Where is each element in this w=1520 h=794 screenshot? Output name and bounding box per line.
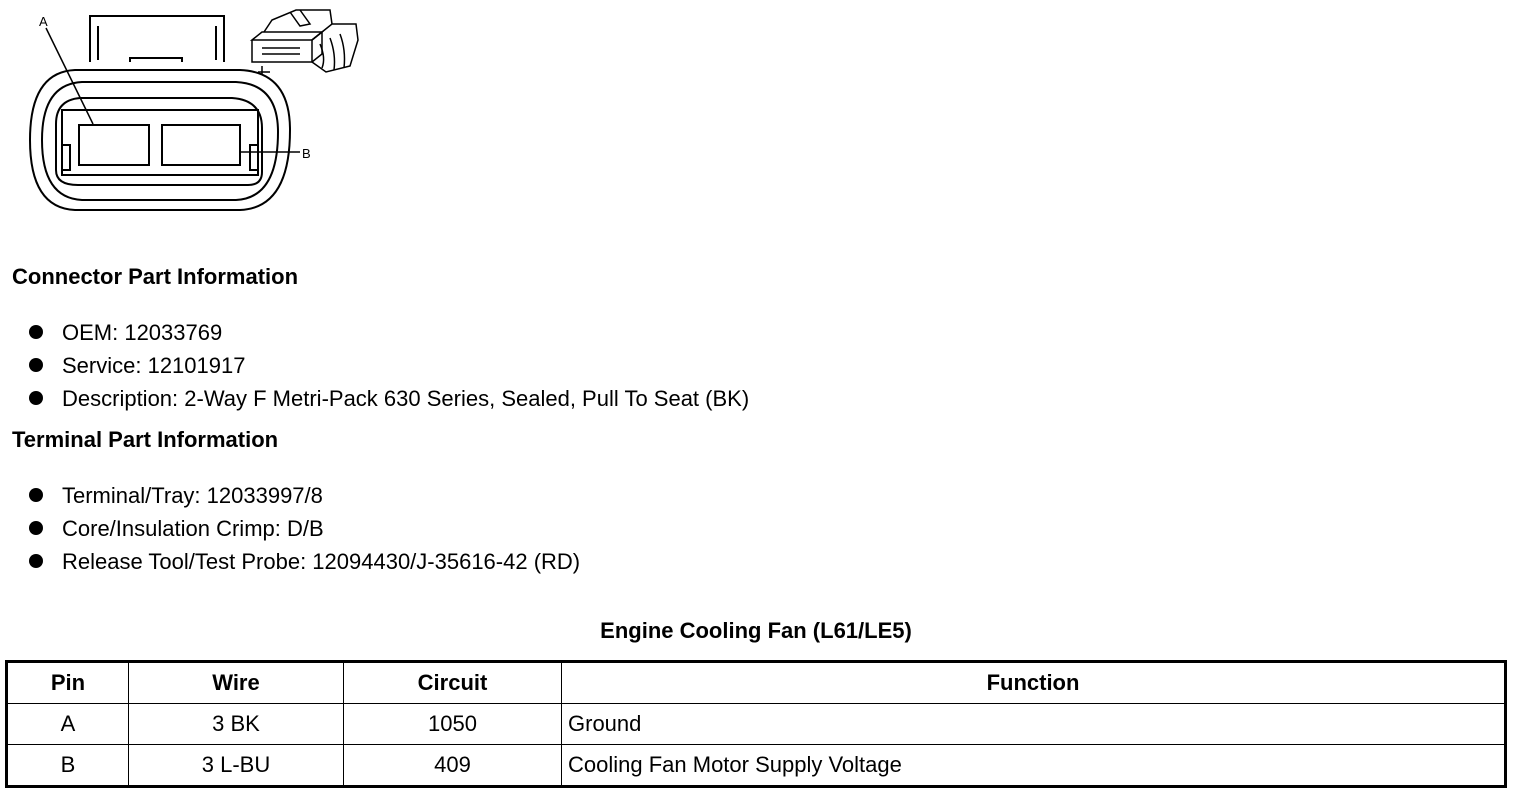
column-header-wire: Wire bbox=[129, 662, 344, 704]
pin-b-label: B bbox=[302, 146, 311, 161]
bullet-dot-icon bbox=[29, 554, 43, 568]
cell-wire: 3 BK bbox=[129, 704, 344, 745]
list-item bbox=[26, 316, 749, 349]
list-item-text: Core/Insulation Crimp: D/B bbox=[62, 516, 324, 541]
connector-diagram bbox=[0, 0, 380, 220]
bullet-dot-icon bbox=[29, 325, 43, 339]
list-item-text: Terminal/Tray: 12033997/8 bbox=[62, 483, 323, 508]
column-header-circuit: Circuit bbox=[344, 662, 562, 704]
table-header-row bbox=[7, 662, 1506, 704]
bullet-dot-icon bbox=[29, 488, 43, 502]
cell-circuit: 1050 bbox=[344, 704, 562, 745]
list-item bbox=[26, 545, 580, 578]
list-item bbox=[26, 479, 580, 512]
table-row bbox=[7, 704, 1506, 745]
bullet-dot-icon bbox=[29, 358, 43, 372]
terminal-part-info-list bbox=[26, 479, 580, 578]
table-row bbox=[7, 745, 1506, 787]
bullet-dot-icon bbox=[29, 391, 43, 405]
cell-function: Cooling Fan Motor Supply Voltage bbox=[562, 745, 1506, 787]
terminal-part-info-heading: Terminal Part Information bbox=[12, 427, 279, 452]
bullet-dot-icon bbox=[29, 521, 43, 535]
list-item-text: Release Tool/Test Probe: 12094430/J-35616-42 (RD) bbox=[62, 549, 581, 574]
list-item-text: Service: 12101917 bbox=[62, 353, 246, 378]
cell-circuit: 409 bbox=[344, 745, 562, 787]
list-item bbox=[26, 349, 749, 382]
list-item bbox=[26, 382, 749, 415]
connector-part-info-heading: Connector Part Information bbox=[12, 264, 299, 289]
pinout-table bbox=[5, 660, 1507, 788]
connector-part-info-list bbox=[26, 316, 749, 415]
connector-perspective-sketch bbox=[252, 10, 358, 74]
pin-a-label: A bbox=[39, 14, 48, 29]
column-header-pin: Pin bbox=[7, 662, 129, 704]
cell-pin: B bbox=[7, 745, 129, 787]
column-header-function: Function bbox=[562, 662, 1506, 704]
cell-function: Ground bbox=[562, 704, 1506, 745]
cell-wire: 3 L-BU bbox=[129, 745, 344, 787]
list-item-text: OEM: 12033769 bbox=[62, 320, 223, 345]
cell-pin: A bbox=[7, 704, 129, 745]
table-title: Engine Cooling Fan (L61/LE5) bbox=[600, 618, 912, 643]
list-item-text: Description: 2-Way F Metri-Pack 630 Series, Sealed, Pull To Seat (BK) bbox=[62, 386, 750, 411]
list-item bbox=[26, 512, 580, 545]
